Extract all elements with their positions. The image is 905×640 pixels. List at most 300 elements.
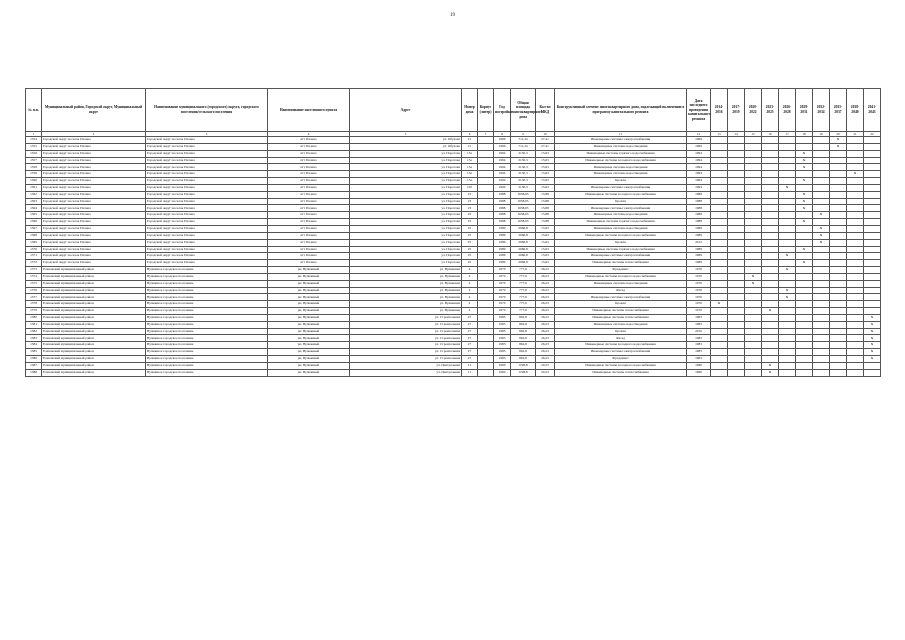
table-row xyxy=(26,369,881,376)
column-header-12: Дата последнего проведения капитального ремонта xyxy=(687,89,711,132)
period-mark-cell xyxy=(847,205,864,212)
column-header-8: Год постройки xyxy=(494,89,511,132)
period-mark-cell: X xyxy=(864,314,881,321)
table-cell: 25 xyxy=(462,232,478,239)
period-mark-cell xyxy=(728,191,745,198)
table-cell: 2066,8 xyxy=(511,232,536,239)
table-cell: 11 xyxy=(462,362,478,369)
period-mark-cell xyxy=(864,232,881,239)
period-mark-cell xyxy=(728,164,745,171)
table-cell: Инженерные системы электроснабжения xyxy=(555,137,687,144)
table-cell xyxy=(478,328,494,335)
period-mark-cell xyxy=(830,328,847,335)
column-number-8: 8 xyxy=(494,132,511,137)
table-cell: 1988 xyxy=(687,219,711,226)
table-cell xyxy=(478,212,494,219)
table-cell: 1364 xyxy=(26,205,42,212)
table-cell: 15,88 xyxy=(536,219,555,226)
period-mark-cell: X xyxy=(796,150,813,157)
period-mark-cell xyxy=(728,232,745,239)
table-cell: Вулканное городское поселение xyxy=(146,314,268,321)
period-mark-cell xyxy=(711,232,728,239)
period-mark-cell xyxy=(762,137,779,144)
table-cell: пгт Палана xyxy=(268,198,350,205)
period-mark-cell xyxy=(728,253,745,260)
period-mark-cell xyxy=(864,212,881,219)
table-cell xyxy=(478,239,494,246)
period-mark-cell xyxy=(864,260,881,267)
table-row xyxy=(26,253,881,260)
period-mark-cell xyxy=(779,362,796,369)
period-mark-cell xyxy=(762,253,779,260)
period-mark-cell xyxy=(711,335,728,342)
period-mark-cell xyxy=(745,267,762,274)
period-mark-cell xyxy=(711,219,728,226)
period-mark-cell xyxy=(830,260,847,267)
table-cell: 777,6 xyxy=(511,267,536,274)
table-cell: Городской округ поселок Палана xyxy=(42,253,146,260)
period-mark-cell xyxy=(847,369,864,376)
period-mark-cell xyxy=(711,273,728,280)
table-cell: 777,6 xyxy=(511,280,536,287)
table-cell: 1983 xyxy=(687,349,711,356)
table-cell: ул. Поротова xyxy=(350,150,462,157)
period-mark-cell xyxy=(847,219,864,226)
table-cell: пгт Палана xyxy=(268,205,350,212)
period-mark-cell xyxy=(864,198,881,205)
column-header-14: 2017-2019 xyxy=(728,89,745,132)
period-mark-cell xyxy=(762,164,779,171)
period-mark-cell xyxy=(762,321,779,328)
period-mark-cell xyxy=(830,150,847,157)
table-row xyxy=(26,349,881,356)
period-mark-cell xyxy=(745,164,762,171)
table-cell: 1365 xyxy=(26,212,42,219)
table-cell: Городской округ поселок Палана xyxy=(42,178,146,185)
period-mark-cell: X xyxy=(796,191,813,198)
table-cell: 1989 xyxy=(687,225,711,232)
period-mark-cell xyxy=(796,349,813,356)
table-cell: 1386 xyxy=(26,356,42,363)
table-cell: 1994 xyxy=(687,184,711,191)
period-mark-cell xyxy=(728,225,745,232)
register-table-container xyxy=(25,88,881,377)
table-row xyxy=(26,342,881,349)
table-cell: 1368 xyxy=(26,232,42,239)
period-mark-cell xyxy=(813,369,830,376)
period-mark-cell xyxy=(830,287,847,294)
table-cell: Городской округ поселок Палана xyxy=(146,198,268,205)
period-mark-cell xyxy=(779,328,796,335)
table-cell: 25 xyxy=(462,239,478,246)
period-mark-cell xyxy=(830,273,847,280)
column-number-12: 12 xyxy=(687,132,711,137)
period-mark-cell xyxy=(762,171,779,178)
table-cell: ул. Поротова xyxy=(350,171,462,178)
period-mark-cell xyxy=(830,253,847,260)
table-cell: Городской округ поселок Палана xyxy=(42,137,146,144)
table-cell: Инженерные системы водоотведения xyxy=(555,321,687,328)
period-mark-cell xyxy=(830,294,847,301)
period-mark-cell xyxy=(711,342,728,349)
table-cell: Городской округ поселок Палана xyxy=(42,191,146,198)
period-mark-cell xyxy=(745,362,762,369)
table-row xyxy=(26,267,881,274)
table-cell: Кровля xyxy=(555,328,687,335)
period-mark-cell xyxy=(745,260,762,267)
period-mark-cell xyxy=(728,280,745,287)
period-mark-cell xyxy=(711,349,728,356)
table-cell: Инженерные системы водоотведения xyxy=(555,143,687,150)
column-number-21: 21 xyxy=(847,132,864,137)
table-cell: 1970 xyxy=(687,308,711,315)
period-mark-cell xyxy=(830,335,847,342)
table-cell: 1960 xyxy=(687,362,711,369)
period-mark-cell xyxy=(762,335,779,342)
table-cell xyxy=(478,287,494,294)
table-cell xyxy=(478,219,494,226)
table-cell: ул. Поротова xyxy=(350,191,462,198)
table-row xyxy=(26,280,881,287)
table-cell: 2012 xyxy=(687,239,711,246)
column-number-10: 10 xyxy=(536,132,555,137)
period-mark-cell xyxy=(711,178,728,185)
period-mark-cell xyxy=(813,150,830,157)
table-cell: 15,63 xyxy=(536,260,555,267)
period-mark-cell xyxy=(779,369,796,376)
period-mark-cell xyxy=(711,267,728,274)
column-header-1: № п.п. xyxy=(26,89,42,132)
table-cell: 20,23 xyxy=(536,369,555,376)
table-cell: 1994 xyxy=(494,157,511,164)
period-mark-cell xyxy=(745,212,762,219)
table-cell: ул. Поротова xyxy=(350,260,462,267)
table-cell: Городской округ поселок Палана xyxy=(146,205,268,212)
table-cell xyxy=(478,191,494,198)
period-mark-cell xyxy=(813,171,830,178)
table-cell: 1994 xyxy=(687,164,711,171)
period-mark-cell: X xyxy=(796,157,813,164)
table-row xyxy=(26,287,881,294)
period-mark-cell xyxy=(847,342,864,349)
column-header-10: Кол-во МКД xyxy=(536,89,555,132)
table-cell: Фасад xyxy=(555,335,687,342)
table-cell: 1989 xyxy=(494,239,511,246)
period-mark-cell xyxy=(813,205,830,212)
column-header-11: Конструктивный элемент многоквартирного дома, подлежащий включению в программу капитального ремонта xyxy=(555,89,687,132)
table-row xyxy=(26,301,881,308)
table-cell: пгт Палана xyxy=(268,232,350,239)
column-number-3: 3 xyxy=(146,132,268,137)
period-mark-cell xyxy=(864,171,881,178)
period-mark-cell xyxy=(813,349,830,356)
table-cell: Городской округ поселок Палана xyxy=(42,246,146,253)
table-cell: пгт Палана xyxy=(268,253,350,260)
table-cell: Вулканное городское поселение xyxy=(146,267,268,274)
period-mark-cell xyxy=(728,198,745,205)
table-cell: 1388 xyxy=(26,369,42,376)
period-mark-cell xyxy=(762,191,779,198)
period-mark-cell xyxy=(796,212,813,219)
table-cell: 1198,8 xyxy=(511,369,536,376)
table-cell: 1983 xyxy=(687,356,711,363)
table-cell: пгт Палана xyxy=(268,212,350,219)
period-mark-cell xyxy=(728,171,745,178)
table-cell xyxy=(478,184,494,191)
table-cell: 1994 xyxy=(494,171,511,178)
table-cell: пгт Палана xyxy=(268,178,350,185)
period-mark-cell xyxy=(813,184,830,191)
table-cell: Вулканное городское поселение xyxy=(146,349,268,356)
table-cell: ул. Строительная xyxy=(350,356,462,363)
period-mark-cell: X xyxy=(864,335,881,342)
period-mark-cell xyxy=(847,253,864,260)
period-mark-cell xyxy=(728,321,745,328)
table-cell: 21 xyxy=(462,143,478,150)
table-row xyxy=(26,321,881,328)
table-cell: 1354 xyxy=(26,137,42,144)
period-mark-cell xyxy=(745,321,762,328)
period-mark-cell xyxy=(796,253,813,260)
table-cell: 1360 xyxy=(26,178,42,185)
period-mark-cell: X xyxy=(779,267,796,274)
table-cell: 1994 xyxy=(494,150,511,157)
table-cell: 27 xyxy=(462,335,478,342)
period-mark-cell xyxy=(864,362,881,369)
table-cell: пгт Палана xyxy=(268,150,350,157)
table-cell: 15,63 xyxy=(536,253,555,260)
period-mark-cell xyxy=(796,328,813,335)
table-cell: 26,23 xyxy=(536,328,555,335)
period-mark-cell xyxy=(796,171,813,178)
period-mark-cell xyxy=(830,314,847,321)
period-mark-cell xyxy=(728,287,745,294)
period-mark-cell xyxy=(796,184,813,191)
table-cell: Инженерные системы холодного водоснабжения xyxy=(555,273,687,280)
table-cell: 2130,3 xyxy=(511,184,536,191)
table-cell: 1983 xyxy=(687,335,711,342)
table-cell: 1380 xyxy=(26,314,42,321)
table-cell: Городской округ поселок Палана xyxy=(42,198,146,205)
period-mark-cell xyxy=(728,184,745,191)
period-mark-cell xyxy=(830,301,847,308)
table-cell: рп. Вулканный xyxy=(268,362,350,369)
table-cell xyxy=(478,314,494,321)
table-row xyxy=(26,198,881,205)
table-cell: пгт Палана xyxy=(268,171,350,178)
column-number-11: 11 xyxy=(555,132,687,137)
table-cell: 777,6 xyxy=(511,294,536,301)
table-cell: 11 xyxy=(462,369,478,376)
period-mark-cell xyxy=(711,225,728,232)
period-mark-cell xyxy=(762,212,779,219)
table-body xyxy=(26,137,881,377)
period-mark-cell xyxy=(813,328,830,335)
period-mark-cell xyxy=(779,239,796,246)
period-mark-cell xyxy=(864,191,881,198)
table-cell: 862,8 xyxy=(511,356,536,363)
table-cell: Городской округ поселок Палана xyxy=(42,164,146,171)
table-cell: Вулканное городское поселение xyxy=(146,342,268,349)
table-cell: Вулканное городское поселение xyxy=(146,369,268,376)
period-mark-cell xyxy=(779,157,796,164)
period-mark-cell xyxy=(830,191,847,198)
period-mark-cell xyxy=(745,328,762,335)
period-mark-cell xyxy=(728,342,745,349)
table-cell: Елизовский муниципальный район xyxy=(42,362,146,369)
period-mark-cell xyxy=(796,294,813,301)
table-cell: 26,23 xyxy=(536,294,555,301)
period-mark-cell xyxy=(830,356,847,363)
table-cell xyxy=(478,335,494,342)
column-header-18: 2029-2031 xyxy=(796,89,813,132)
table-cell: 1379 xyxy=(26,308,42,315)
table-cell: Елизовский муниципальный район xyxy=(42,287,146,294)
column-number-7: 7 xyxy=(478,132,494,137)
table-cell: Инженерные системы водоотведения xyxy=(555,280,687,287)
column-header-5: Адрес xyxy=(350,89,462,132)
period-mark-cell xyxy=(864,287,881,294)
table-cell: 1658,03 xyxy=(511,219,536,226)
period-mark-cell: X xyxy=(779,253,796,260)
period-mark-cell xyxy=(745,246,762,253)
period-mark-cell xyxy=(711,150,728,157)
period-mark-cell xyxy=(728,178,745,185)
column-header-21: 2038-2040 xyxy=(847,89,864,132)
table-cell: 23 xyxy=(462,212,478,219)
table-cell: 1989 xyxy=(494,260,511,267)
period-mark-cell xyxy=(745,253,762,260)
table-cell: ул. Поротова xyxy=(350,178,462,185)
table-cell: ул. Поротова xyxy=(350,205,462,212)
period-mark-cell: X xyxy=(745,280,762,287)
table-cell: ул. Поротова xyxy=(350,164,462,171)
period-mark-cell xyxy=(728,301,745,308)
period-mark-cell xyxy=(864,219,881,226)
column-header-3: Наименование муниципального (городского) округа, городского поселения/сельского поселения xyxy=(146,89,268,132)
period-mark-cell xyxy=(847,137,864,144)
period-mark-cell xyxy=(711,171,728,178)
table-cell: 1960 xyxy=(687,369,711,376)
table-cell: Городской округ поселок Палана xyxy=(42,205,146,212)
table-cell: 15а xyxy=(462,157,478,164)
table-cell: 1988 xyxy=(494,198,511,205)
table-cell: ул. Вулканная xyxy=(350,273,462,280)
table-cell: 1983 xyxy=(494,335,511,342)
period-mark-cell xyxy=(847,184,864,191)
column-number-22: 22 xyxy=(864,132,881,137)
period-mark-cell xyxy=(711,294,728,301)
period-mark-cell xyxy=(830,157,847,164)
table-cell: 862,8 xyxy=(511,328,536,335)
period-mark-cell xyxy=(847,267,864,274)
period-mark-cell xyxy=(864,225,881,232)
table-cell: 4 xyxy=(462,301,478,308)
table-cell: 1983 xyxy=(494,342,511,349)
table-cell: 777,6 xyxy=(511,273,536,280)
period-mark-cell xyxy=(728,362,745,369)
table-row xyxy=(26,328,881,335)
period-mark-cell xyxy=(762,260,779,267)
table-row xyxy=(26,294,881,301)
table-cell: Городской округ поселок Палана xyxy=(146,164,268,171)
table-cell: Инженерные системы электроснабжения xyxy=(555,349,687,356)
table-cell: Инженерные системы теплоснабжения xyxy=(555,308,687,315)
table-cell: 1983 xyxy=(494,349,511,356)
table-cell: 1370 xyxy=(26,246,42,253)
table-cell: ул. Строительная xyxy=(350,349,462,356)
table-cell: Городской округ поселок Палана xyxy=(42,219,146,226)
table-cell: 26,23 xyxy=(536,287,555,294)
period-mark-cell xyxy=(813,246,830,253)
table-row xyxy=(26,232,881,239)
table-cell: 1988 xyxy=(494,191,511,198)
table-cell: Елизовский муниципальный район xyxy=(42,321,146,328)
column-number-19: 19 xyxy=(813,132,830,137)
table-cell: 1372 xyxy=(26,260,42,267)
period-mark-cell xyxy=(711,314,728,321)
table-cell: 1969 xyxy=(687,137,711,144)
table-cell: 1994 xyxy=(687,171,711,178)
table-cell: пгт Палана xyxy=(268,184,350,191)
period-mark-cell xyxy=(728,205,745,212)
table-cell: ул. Поротова xyxy=(350,212,462,219)
table-cell: ул. Поротова xyxy=(350,253,462,260)
period-mark-cell xyxy=(847,150,864,157)
period-mark-cell xyxy=(813,280,830,287)
column-number-20: 20 xyxy=(830,132,847,137)
period-mark-cell: X xyxy=(864,349,881,356)
period-mark-cell xyxy=(745,335,762,342)
table-cell xyxy=(478,273,494,280)
table-cell: 26,23 xyxy=(536,349,555,356)
period-mark-cell xyxy=(813,314,830,321)
period-mark-cell xyxy=(779,178,796,185)
period-mark-cell xyxy=(745,369,762,376)
period-mark-cell xyxy=(847,321,864,328)
period-mark-cell: X xyxy=(762,308,779,315)
period-mark-cell xyxy=(762,232,779,239)
period-mark-cell xyxy=(762,287,779,294)
table-cell: 1960 xyxy=(494,369,511,376)
period-mark-cell xyxy=(847,301,864,308)
period-mark-cell xyxy=(711,164,728,171)
table-cell: ул. Поротова xyxy=(350,219,462,226)
table-cell: 23 xyxy=(462,198,478,205)
table-cell: Вулканное городское поселение xyxy=(146,362,268,369)
table-cell: 1970 xyxy=(494,273,511,280)
period-mark-cell xyxy=(762,239,779,246)
table-cell: Инженерные системы водоотведения xyxy=(555,164,687,171)
period-mark-cell xyxy=(779,205,796,212)
period-mark-cell xyxy=(847,143,864,150)
table-row xyxy=(26,171,881,178)
period-mark-cell xyxy=(728,143,745,150)
period-mark-cell xyxy=(762,184,779,191)
table-cell: Инженерные системы холодного водоснабжения xyxy=(555,362,687,369)
table-cell: 1994 xyxy=(494,184,511,191)
period-mark-cell xyxy=(813,356,830,363)
table-cell: 25 xyxy=(462,246,478,253)
table-cell: Городской округ поселок Палана xyxy=(146,219,268,226)
table-cell: Инженерные системы теплоснабжения xyxy=(555,369,687,376)
table-cell: 1358 xyxy=(26,164,42,171)
period-mark-cell xyxy=(711,143,728,150)
period-mark-cell xyxy=(779,164,796,171)
table-cell: 1359 xyxy=(26,171,42,178)
table-cell: 1988 xyxy=(494,219,511,226)
table-cell: 1366 xyxy=(26,219,42,226)
